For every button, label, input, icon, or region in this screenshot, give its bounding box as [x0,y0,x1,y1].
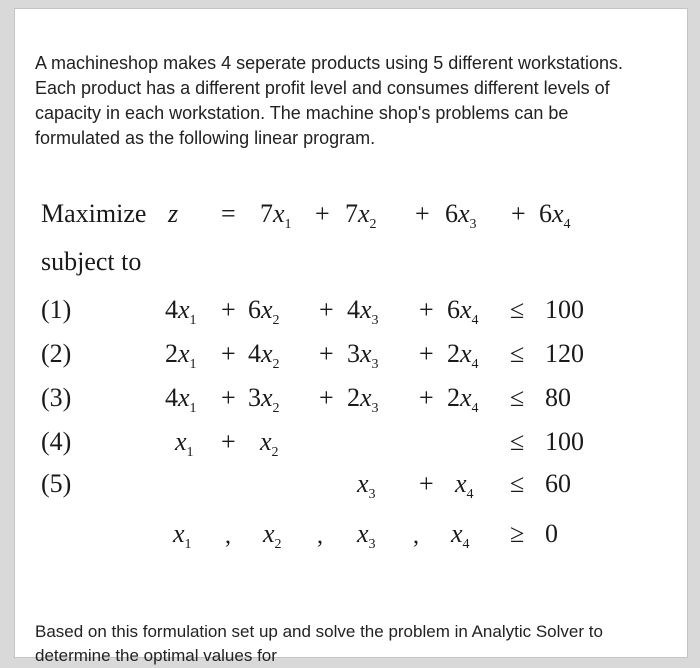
nonneg-var-2: $x_2$ [263,519,282,552]
equals-sign: = [221,199,236,228]
c3-rhs: 80 [545,383,571,412]
plus-sign: + [221,427,236,456]
c1-rhs: 100 [545,295,584,324]
objective-variable: z [168,199,179,228]
comma: , [317,523,323,549]
plus-sign: + [419,295,434,324]
plus-sign: + [315,199,330,228]
c4-term-1: $x_1$ [175,427,194,460]
plus-sign: + [419,383,434,412]
nonneg-var-1: $x_1$ [173,519,192,552]
less-equal-sign: ≤ [510,295,525,324]
c1-term-3: $4x_3$ [347,295,379,328]
c5-rhs: 60 [545,469,571,498]
c2-term-1: $2x_1$ [165,339,197,372]
document-page [14,8,688,665]
objective-term-4: $6x_4$ [539,199,571,232]
plus-sign: + [221,295,236,324]
nonneg-var-4: $x_4$ [451,519,470,552]
c5-term-4: $x_4$ [455,469,474,502]
greater-equal-sign: ≥ [510,519,525,548]
less-equal-sign: ≤ [510,427,525,456]
plus-sign: + [511,199,526,228]
c2-rhs: 120 [545,339,584,368]
constraint-label-3: (3) [41,383,72,412]
plus-sign: + [221,383,236,412]
plus-sign: + [419,339,434,368]
plus-sign: + [319,295,334,324]
objective-term-1: $7x_1$ [260,199,292,232]
plus-sign: + [319,339,334,368]
nonneg-var-3: $x_3$ [357,519,376,552]
plus-sign: + [319,383,334,412]
less-equal-sign: ≤ [510,469,525,498]
plus-sign: + [419,469,434,498]
c2-term-3: $3x_3$ [347,339,379,372]
objective-term-2: $7x_2$ [345,199,377,232]
plus-sign: + [415,199,430,228]
constraint-label-2: (2) [41,339,72,368]
less-equal-sign: ≤ [510,339,525,368]
comma: , [225,523,231,549]
c4-rhs: 100 [545,427,584,456]
instructions-text: Based on this formulation set up and solve the problem in Analytic Solver to determine the optimal values for [35,622,603,665]
c4-term-2: $x_2$ [260,427,279,460]
objective-term-3: $6x_3$ [445,199,477,232]
c1-term-4: $6x_4$ [447,295,479,328]
nonneg-rhs: 0 [545,519,558,548]
c2-term-2: $4x_2$ [248,339,280,372]
problem-intro: A machineshop makes 4 seperate products using 5 different workstations. Each product has a different profit level and consumes different levels of capacity in each workstation. The machine shop's problems can be formulated as the following linear program. [35,53,623,148]
less-equal-sign: ≤ [510,383,525,412]
c3-term-2: $3x_2$ [248,383,280,416]
c2-term-4: $2x_4$ [447,339,479,372]
constraint-label-1: (1) [41,295,72,324]
c3-term-3: $2x_3$ [347,383,379,416]
subject-to-label: subject to [41,247,142,276]
plus-sign: + [221,339,236,368]
c3-term-1: $4x_1$ [165,383,197,416]
c3-term-4: $2x_4$ [447,383,479,416]
constraint-label-4: (4) [41,427,72,456]
comma: , [413,523,419,549]
c5-term-3: $x_3$ [357,469,376,502]
c1-term-1: $4x_1$ [165,295,197,328]
c1-term-2: $6x_2$ [248,295,280,328]
constraint-label-5: (5) [41,469,72,498]
maximize-label: Maximize [41,199,147,228]
